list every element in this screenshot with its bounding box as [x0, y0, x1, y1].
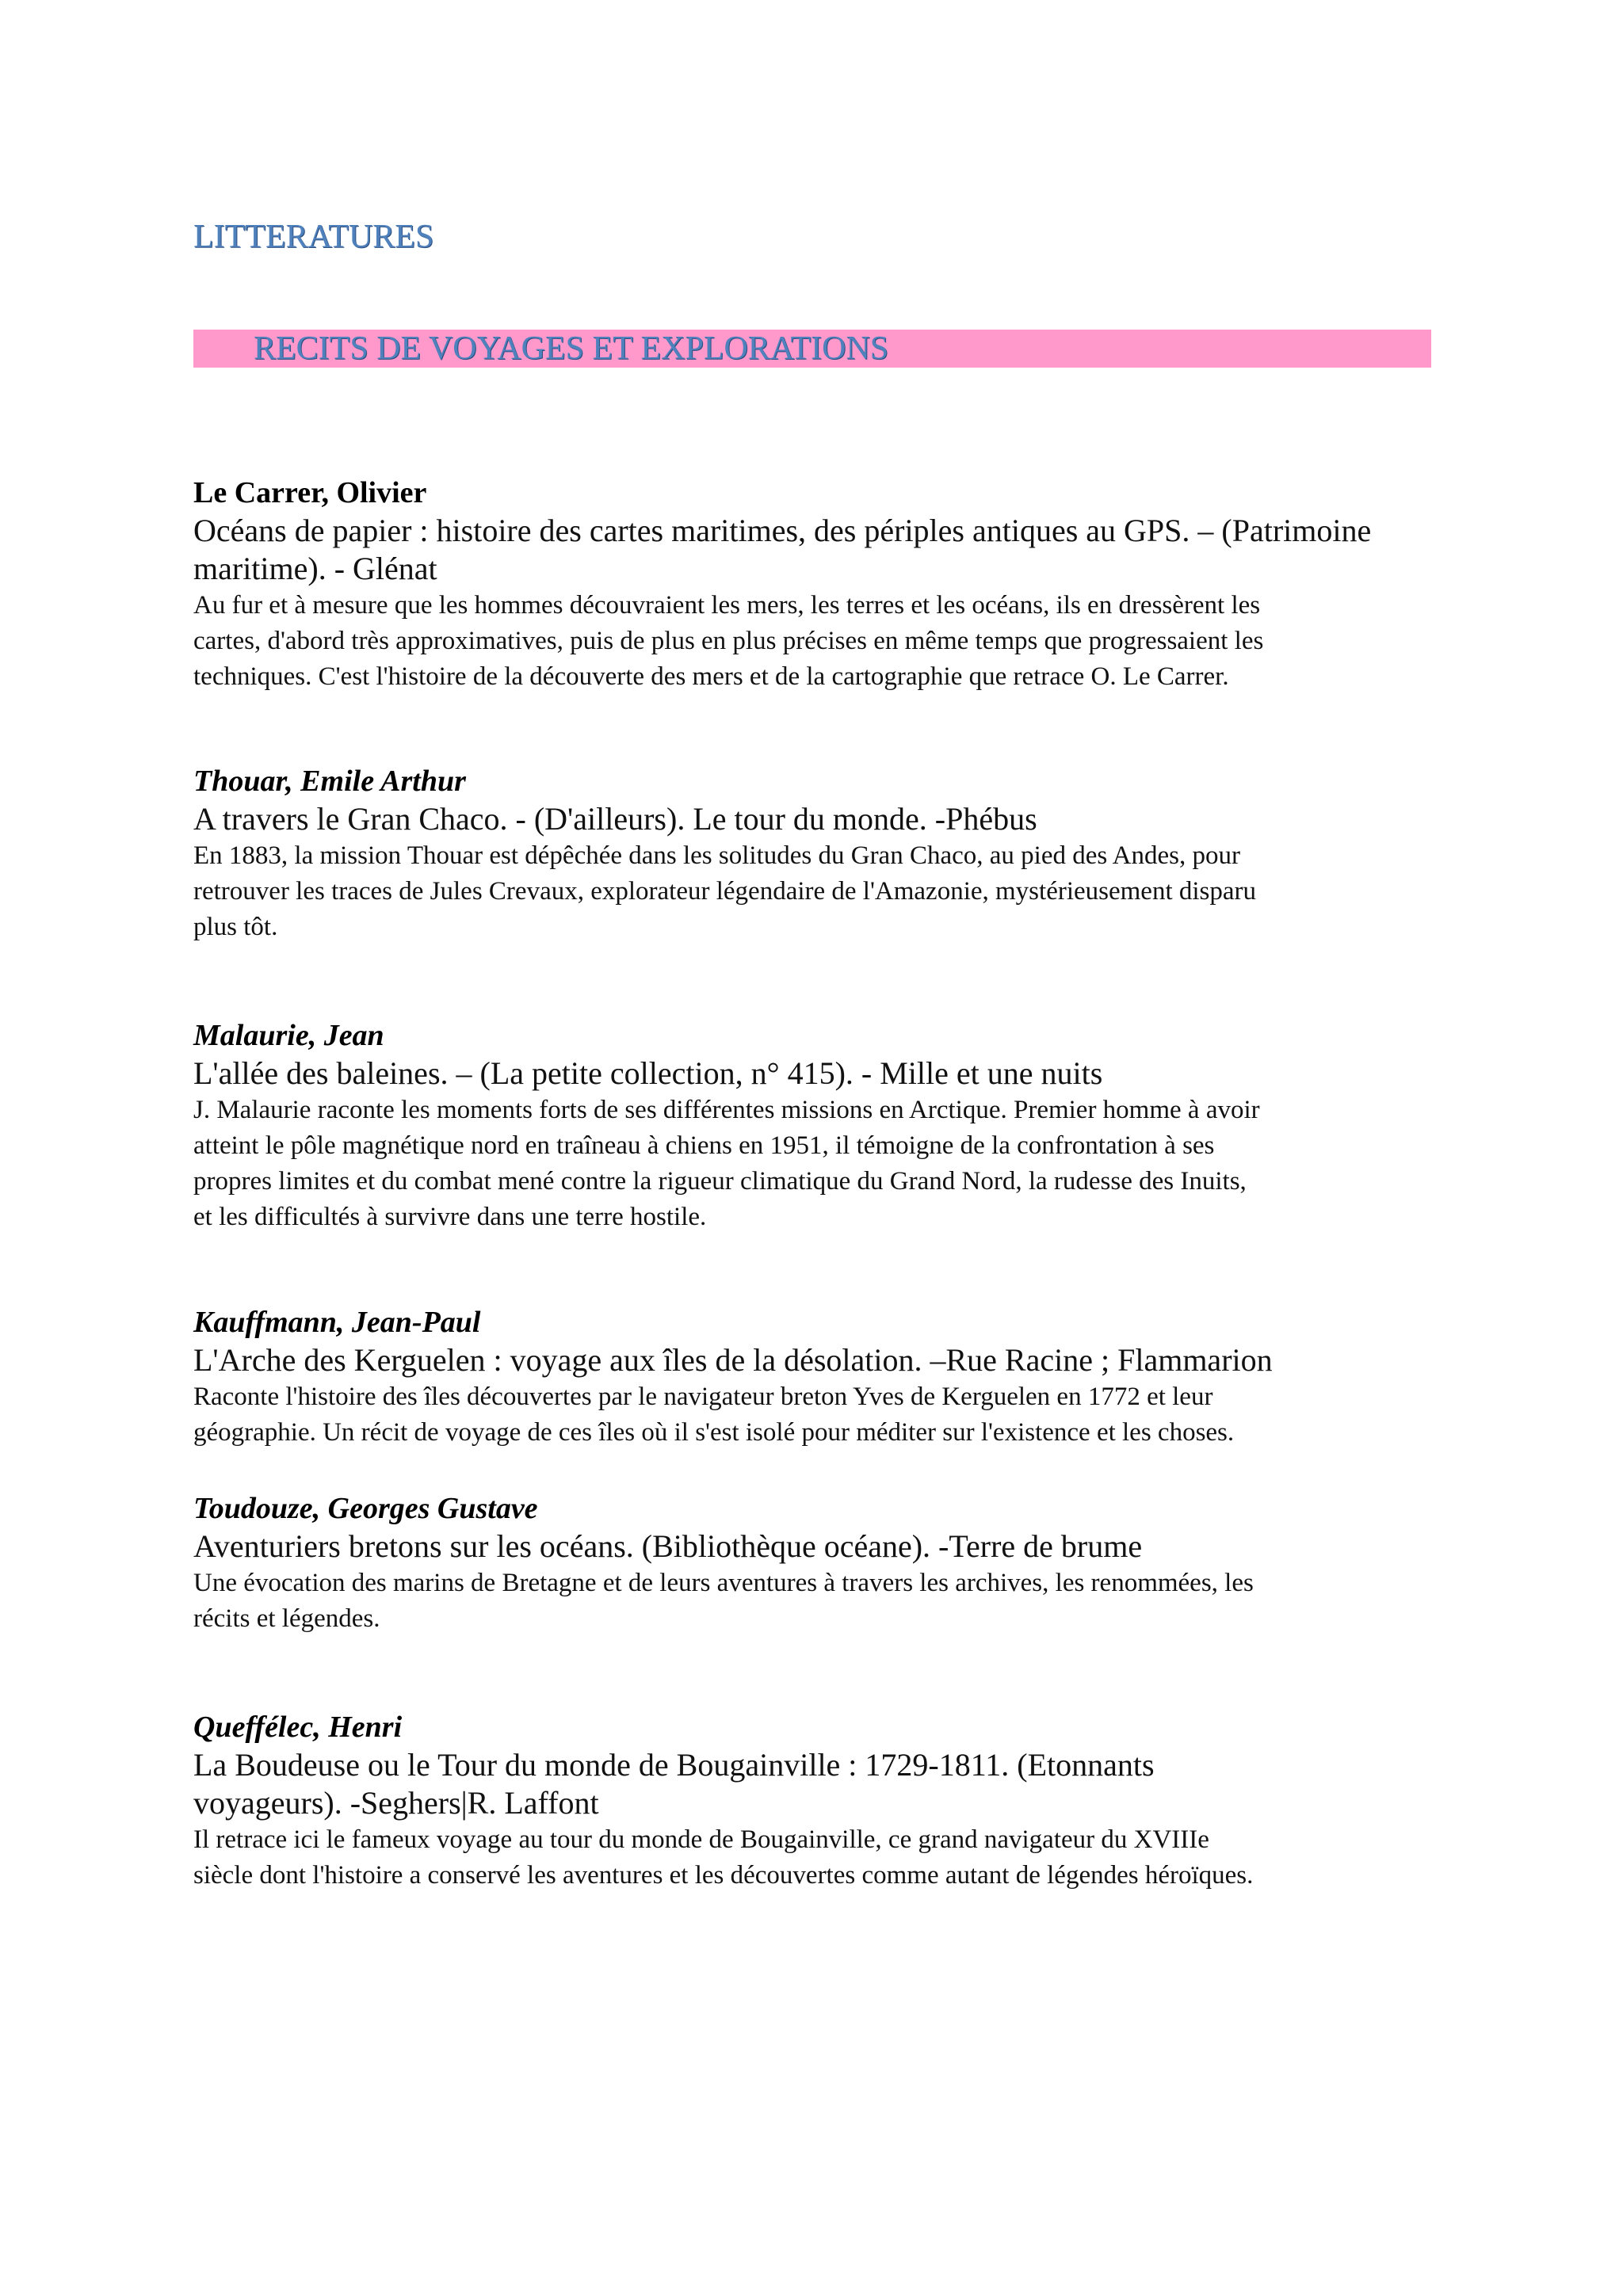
entry-description-line: techniques. C'est l'histoire de la découverte des mers et de la cartographie que retrace O. Le Carrer.	[193, 662, 1229, 691]
entry-title-line: voyageurs). -Seghers|R. Laffont	[193, 1785, 599, 1821]
entry-title-line: maritime). - Glénat	[193, 551, 437, 586]
entry-title-line: Océans de papier : histoire des cartes maritimes, des périples antiques au GPS. – (Patrimoine	[193, 513, 1372, 548]
entry-description-line: cartes, d'abord très approximatives, puis de plus en plus précises en même temps que progressaient les	[193, 627, 1264, 655]
entry-description-line: En 1883, la mission Thouar est dépêchée dans les solitudes du Gran Chaco, au pied des Andes, pour	[193, 841, 1240, 870]
book-entry	[193, 474, 1431, 695]
entry-description-line: propres limites et du combat mené contre la rigueur climatique du Grand Nord, la rudesse des Inuits,	[193, 1167, 1247, 1196]
entry-author: Le Carrer, Olivier	[193, 476, 427, 509]
entry-description-line: J. Malaurie raconte les moments forts de ses différentes missions en Arctique. Premier homme à avoir	[193, 1096, 1260, 1124]
entry-description-line: Une évocation des marins de Bretagne et de leurs aventures à travers les archives, les renommées, les	[193, 1569, 1254, 1597]
entry-title-line: A travers le Gran Chaco. - (D'ailleurs). Le tour du monde. -Phébus	[193, 801, 1037, 837]
entry-description-line: Au fur et à mesure que les hommes découvraient les mers, les terres et les océans, ils en dressèrent les	[193, 591, 1261, 620]
book-entry	[193, 1708, 1431, 1894]
entry-author: Malaurie, Jean	[193, 1019, 384, 1052]
subsection-heading: RECITS DE VOYAGES ET EXPLORATIONS	[254, 330, 889, 367]
entry-description-line: récits et légendes.	[193, 1604, 380, 1633]
section-heading: LITTERATURES	[193, 219, 434, 255]
entry-description-line: Il retrace ici le fameux voyage au tour du monde de Bougainville, ce grand navigateur du XVIIIe	[193, 1825, 1209, 1854]
entry-description-line: plus tôt.	[193, 913, 278, 941]
book-entry	[193, 1303, 1431, 1451]
subsection-banner	[193, 330, 1431, 368]
entry-author: Queffélec, Henri	[193, 1711, 403, 1744]
entry-description-line: géographie. Un récit de voyage de ces îles où il s'est isolé pour méditer sur l'existence et les choses.	[193, 1418, 1235, 1447]
entry-description-line: atteint le pôle magnétique nord en traîneau à chiens en 1951, il témoigne de la confrontation à ses	[193, 1131, 1215, 1160]
entry-author: Kauffmann, Jean-Paul	[193, 1306, 481, 1339]
entry-author: Toudouze, Georges Gustave	[193, 1492, 538, 1525]
book-entry	[193, 1489, 1431, 1637]
entry-title-line: L'allée des baleines. – (La petite collection, n° 415). - Mille et une nuits	[193, 1055, 1103, 1091]
book-entry	[193, 762, 1431, 945]
entry-description-line: et les difficultés à survivre dans une terre hostile.	[193, 1203, 707, 1231]
book-entry	[193, 1016, 1431, 1235]
entry-title-line: Aventuriers bretons sur les océans. (Bibliothèque océane). -Terre de brume	[193, 1528, 1143, 1564]
entry-description-line: siècle dont l'histoire a conservé les aventures et les découvertes comme autant de légendes héroïques.	[193, 1861, 1254, 1890]
entry-description-line: retrouver les traces de Jules Crevaux, explorateur légendaire de l'Amazonie, mystérieusement disparu	[193, 877, 1257, 906]
entry-title-line: La Boudeuse ou le Tour du monde de Bougainville : 1729-1811. (Etonnants	[193, 1747, 1155, 1783]
entry-author: Thouar, Emile Arthur	[193, 765, 466, 798]
entry-description-line: Raconte l'histoire des îles découvertes par le navigateur breton Yves de Kerguelen en 1772 et leur	[193, 1383, 1213, 1411]
entry-title-line: L'Arche des Kerguelen : voyage aux îles de la désolation. –Rue Racine ; Flammarion	[193, 1342, 1273, 1378]
